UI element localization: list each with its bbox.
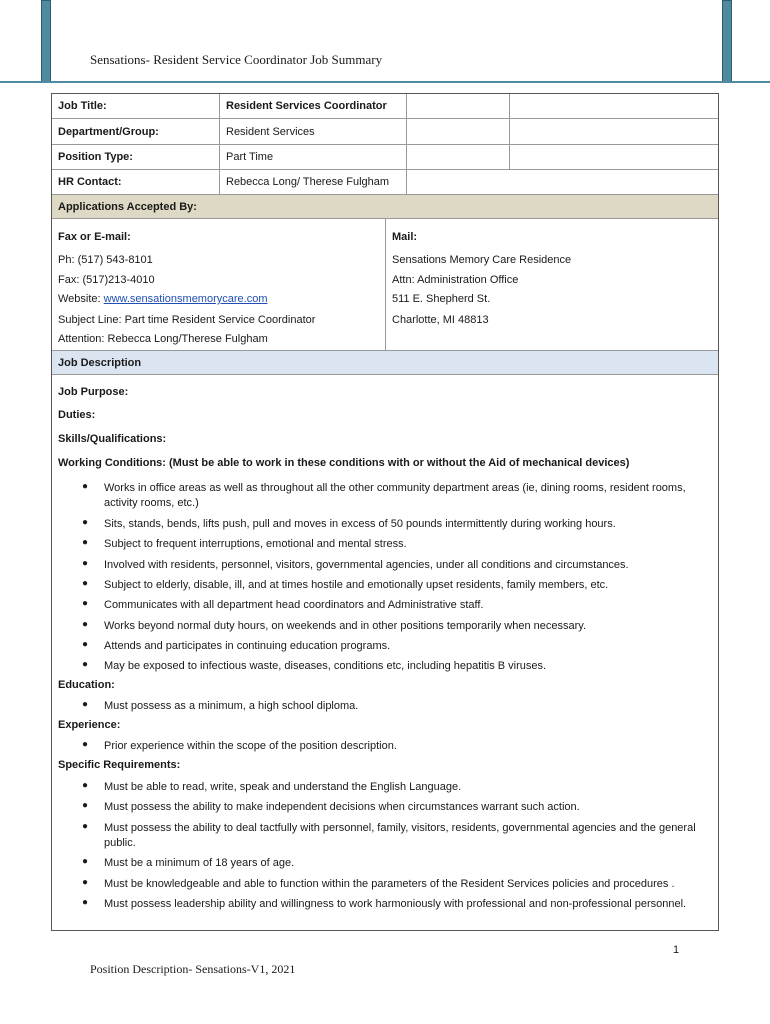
table-row xyxy=(52,94,718,119)
document-title: Sensations- Resident Service Coordinator Job Summary xyxy=(90,52,383,67)
bullet-icon: ● xyxy=(82,780,89,791)
empty-cell xyxy=(407,170,718,194)
list-item: May be exposed to infectious waste, diseases, conditions etc, including hepatitis B viruses. xyxy=(104,660,547,672)
bullet-icon: ● xyxy=(82,659,89,670)
fax-email-heading: Fax or E-mail: xyxy=(58,231,131,243)
education-label: Education: xyxy=(58,679,115,691)
list-item: Must possess leadership ability and willingness to work harmoniously with professional and non-professional personnel. xyxy=(104,898,687,910)
job-description-heading: Job Description xyxy=(52,350,718,375)
row-value: Rebecca Long/ Therese Fulgham xyxy=(220,170,407,194)
bullet-icon: ● xyxy=(82,578,89,589)
list-item: Subject to frequent interruptions, emotional and mental stress. xyxy=(104,538,407,550)
website-label: Website: xyxy=(58,293,104,305)
mail-line: Charlotte, MI 48813 xyxy=(392,314,489,326)
duties-label: Duties: xyxy=(58,409,96,421)
applications-heading: Applications Accepted By: xyxy=(52,195,718,219)
list-item: Involved with residents, personnel, visitors, governmental agencies, under all conditions and circumstances. xyxy=(104,559,629,571)
list-item: Prior experience within the scope of the position description. xyxy=(104,740,397,752)
page-footer: Position Description- Sensations-V1, 2021 xyxy=(90,962,296,976)
experience-label: Experience: xyxy=(58,719,121,731)
table-row xyxy=(52,145,718,170)
mail-line: Attn: Administration Office xyxy=(392,274,519,286)
bullet-icon: ● xyxy=(82,619,89,630)
bullet-icon: ● xyxy=(82,739,89,750)
skills-label: Skills/Qualifications: xyxy=(58,433,167,445)
list-item: Sits, stands, bends, lifts push, pull and moves in excess of 50 pounds intermittently during working hours. xyxy=(104,518,616,530)
table-row xyxy=(52,170,718,195)
working-conditions-label: Working Conditions: (Must be able to work in these conditions with or without the Aid of mechanical devices) xyxy=(58,457,630,469)
list-item: Subject to elderly, disable, ill, and at times hostile and emotionally upset residents, family members, etc. xyxy=(104,579,609,591)
empty-cell xyxy=(407,145,510,169)
bullet-icon: ● xyxy=(82,517,89,528)
website-link[interactable]: www.sensationsmemorycare.com xyxy=(103,293,268,305)
subject-line: Subject Line: Part time Resident Service Coordinator xyxy=(58,314,316,326)
bullet-icon: ● xyxy=(82,856,89,867)
bullet-icon: ● xyxy=(82,877,89,888)
empty-cell xyxy=(407,119,510,144)
phone-number: Ph: (517) 543-8101 xyxy=(58,254,153,266)
job-purpose-label: Job Purpose: xyxy=(58,386,129,398)
mail-line: Sensations Memory Care Residence xyxy=(392,254,572,266)
bullet-icon: ● xyxy=(82,537,89,548)
bullet-icon: ● xyxy=(82,699,89,710)
header-right-bar xyxy=(722,0,732,82)
bullet-icon: ● xyxy=(82,481,89,492)
empty-cell xyxy=(510,119,718,144)
bullet-icon: ● xyxy=(82,800,89,811)
list-item: Attends and participates in continuing education programs. xyxy=(104,640,391,652)
header-left-bar xyxy=(41,0,51,82)
list-item: Must be able to read, write, speak and understand the English Language. xyxy=(104,781,462,793)
row-label: Job Title: xyxy=(52,94,220,118)
bullet-icon: ● xyxy=(82,897,89,908)
list-item: Works in office areas as well as throughout all the other community department areas (ie, dining rooms, resident rooms, activity rooms, etc.) xyxy=(104,482,686,509)
bullet-icon: ● xyxy=(82,821,89,832)
column-divider xyxy=(385,219,386,350)
fax-number: Fax: (517)213-4010 xyxy=(58,274,155,286)
website-line xyxy=(58,293,268,305)
row-value: Resident Services xyxy=(220,119,407,144)
mail-line: 511 E. Shepherd St. xyxy=(392,293,491,305)
row-value: Part Time xyxy=(220,145,407,169)
bullet-icon: ● xyxy=(82,558,89,569)
list-item: Communicates with all department head coordinators and Administrative staff. xyxy=(104,599,484,611)
bullet-icon: ● xyxy=(82,598,89,609)
specific-requirements-label: Specific Requirements: xyxy=(58,759,181,771)
list-item: Works beyond normal duty hours, on weekends and in other positions temporarily when necessary. xyxy=(104,620,587,632)
list-item: Must possess the ability to deal tactfully with personnel, family, visitors, residents, governmental agencies and the general public. xyxy=(104,822,696,849)
list-item: Must possess the ability to make independent decisions when circumstances warrant such action. xyxy=(104,801,580,813)
empty-cell xyxy=(510,145,718,169)
row-label: HR Contact: xyxy=(52,170,220,194)
list-item: Must be a minimum of 18 years of age. xyxy=(104,857,295,869)
table-row xyxy=(52,119,718,145)
header-rule xyxy=(0,81,770,83)
attention-line: Attention: Rebecca Long/Therese Fulgham xyxy=(58,333,268,345)
empty-cell xyxy=(510,94,718,118)
list-item: Must be knowledgeable and able to function within the parameters of the Resident Services policies and procedures . xyxy=(104,878,675,890)
row-label: Position Type: xyxy=(52,145,220,169)
empty-cell xyxy=(407,94,510,118)
page-number: 1 xyxy=(673,944,680,956)
bullet-icon: ● xyxy=(82,639,89,650)
row-label: Department/Group: xyxy=(52,119,220,144)
mail-heading: Mail: xyxy=(392,231,418,243)
job-summary-table xyxy=(51,93,719,931)
row-value: Resident Services Coordinator xyxy=(220,94,407,118)
list-item: Must possess as a minimum, a high school diploma. xyxy=(104,700,359,712)
